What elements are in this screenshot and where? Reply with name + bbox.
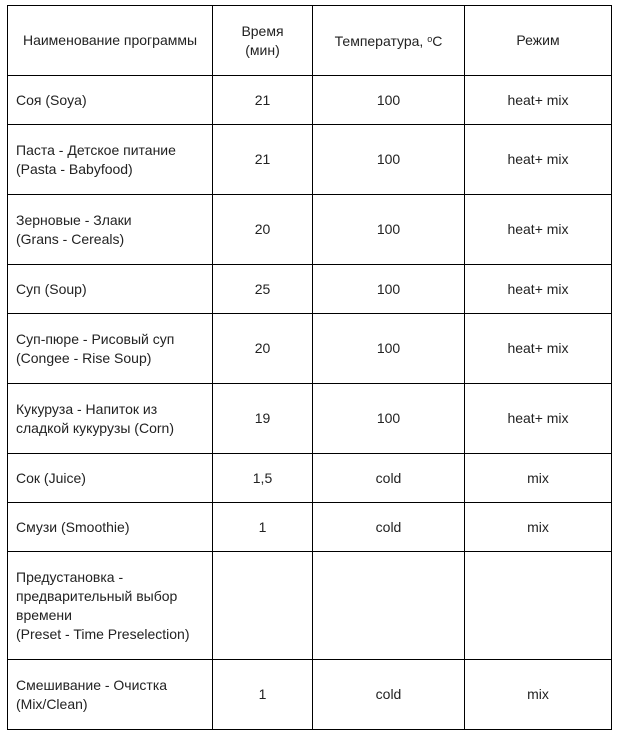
program-name-line: Соя (Soya) [16,91,87,108]
program-name-line: Смешивание - Очистка [16,676,168,693]
table-row [8,76,612,125]
program-name-line: предварительный выбор [16,587,178,604]
program-name-line: Предустановка - [16,568,124,585]
program-name-cell [8,195,213,265]
header-temp-label: Температура, [334,33,428,49]
table-row [8,314,612,384]
temperature-cell: 100 [313,314,465,384]
table-row [8,660,612,730]
time-cell: 25 [213,265,313,314]
header-mode: Режим [465,6,612,76]
temperature-cell: 100 [313,384,465,454]
header-temperature [313,6,465,76]
time-cell: 19 [213,384,313,454]
mode-cell: heat+ mix [465,384,612,454]
temperature-cell [313,552,465,660]
temperature-cell: cold [313,503,465,552]
table-row [8,265,612,314]
mode-cell: heat+ mix [465,125,612,195]
header-time-line2: (мин) [245,41,280,58]
program-name-line: Суп (Soup) [16,280,87,297]
program-name-line: (Mix/Clean) [16,695,88,712]
time-cell: 1,5 [213,454,313,503]
time-cell: 20 [213,195,313,265]
header-time-line1: Время [241,22,284,39]
program-table [7,5,612,730]
program-name-line: Суп-пюре - Рисовый суп [16,330,175,347]
temperature-cell: 100 [313,125,465,195]
program-name-cell [8,314,213,384]
table-row [8,552,612,660]
header-name: Наименование программы [8,6,213,76]
table-row [8,195,612,265]
mode-cell: mix [465,454,612,503]
program-name-line: Сок (Juice) [16,469,86,486]
program-name-line: Паста - Детское питание [16,141,176,158]
mode-cell: heat+ mix [465,265,612,314]
time-cell: 21 [213,76,313,125]
program-name-line: (Preset - Time Preselection) [16,625,190,642]
table-row [8,125,612,195]
temperature-cell: 100 [313,195,465,265]
temperature-cell: cold [313,454,465,503]
time-cell [213,552,313,660]
temperature-cell: cold [313,660,465,730]
program-name-line: (Congee - Rise Soup) [16,349,152,366]
program-name-cell [8,503,213,552]
program-name-cell [8,660,213,730]
time-cell: 1 [213,503,313,552]
program-name-line: Зерновые - Злаки [16,211,132,228]
program-name-cell [8,384,213,454]
mode-cell [465,552,612,660]
program-name-line: Смузи (Smoothie) [16,518,130,535]
time-cell: 21 [213,125,313,195]
program-name-cell [8,76,213,125]
header-temp-unit: С [432,33,443,49]
mode-cell: mix [465,660,612,730]
table-header-row [8,6,612,76]
program-name-cell [8,454,213,503]
time-cell: 20 [213,314,313,384]
degree-sign: о [427,34,433,44]
program-name-line: сладкой кукурузы (Corn) [16,419,174,436]
program-name-line: (Pasta - Babyfood) [16,160,133,177]
header-time [213,6,313,76]
table-row [8,503,612,552]
mode-cell: heat+ mix [465,76,612,125]
table-row [8,384,612,454]
program-name-cell [8,125,213,195]
program-table-container [7,5,611,730]
program-name-line: времени [16,606,72,623]
program-name-line: Кукуруза - Напиток из [16,400,158,417]
time-cell: 1 [213,660,313,730]
mode-cell: heat+ mix [465,195,612,265]
program-name-line: (Grans - Cereals) [16,230,125,247]
program-name-cell [8,552,213,660]
mode-cell: mix [465,503,612,552]
mode-cell: heat+ mix [465,314,612,384]
table-body [8,76,612,730]
table-row [8,454,612,503]
temperature-cell: 100 [313,265,465,314]
program-name-cell [8,265,213,314]
temperature-cell: 100 [313,76,465,125]
